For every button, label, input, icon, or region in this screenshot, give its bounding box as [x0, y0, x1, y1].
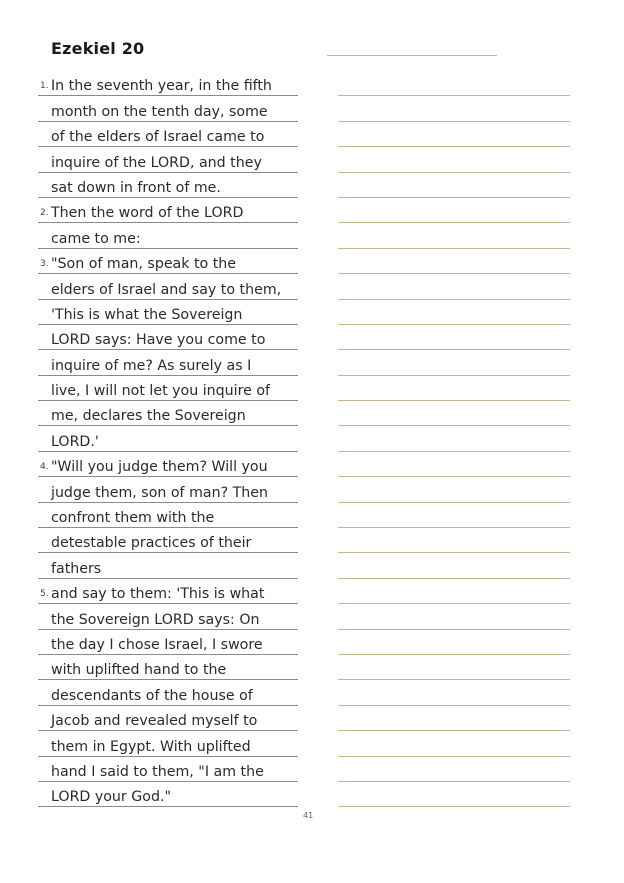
verse-text: Jacob and revealed myself to — [51, 713, 258, 730]
verse-text: Then the word of the LORD — [51, 205, 244, 222]
verse-line — [38, 173, 298, 198]
verse-number: 5. — [40, 589, 49, 600]
verse-text: elders of Israel and say to them, — [51, 281, 282, 298]
page-title: Ezekiel 20 — [51, 39, 145, 58]
verse-line — [38, 579, 298, 604]
verse-text: the day I chose Israel, I swore — [51, 636, 263, 653]
verse-text: detestable practices of their — [51, 535, 252, 552]
verse-text: of the elders of Israel came to — [51, 129, 265, 146]
verse-text: hand I said to them, "I am the — [51, 763, 264, 780]
verse-line — [38, 503, 298, 528]
verse-line — [38, 274, 298, 299]
writing-line — [338, 579, 570, 604]
verse-text: and say to them: 'This is what — [51, 586, 265, 603]
writing-line — [338, 198, 570, 223]
writing-line — [338, 96, 570, 121]
verse-line — [38, 655, 298, 680]
verse-line — [38, 96, 298, 121]
writing-line — [338, 706, 570, 731]
writing-line — [338, 147, 570, 172]
verse-text: 'This is what the Sovereign — [51, 306, 243, 323]
writing-line — [338, 300, 570, 325]
writing-line — [338, 731, 570, 756]
verse-text: In the seventh year, in the fifth — [51, 78, 272, 95]
verse-number: 1. — [40, 81, 49, 92]
verse-text: LORD says: Have you come to — [51, 332, 266, 349]
verse-number: 3. — [40, 259, 49, 270]
verse-line — [38, 401, 298, 426]
verse-line — [38, 223, 298, 248]
verse-line — [38, 147, 298, 172]
verse-text: inquire of me? As surely as I — [51, 357, 252, 374]
writing-line — [338, 122, 570, 147]
verse-line — [38, 553, 298, 578]
verse-text: LORD your God." — [51, 789, 171, 806]
verse-line — [38, 376, 298, 401]
writing-line — [338, 655, 570, 680]
verse-line — [38, 249, 298, 274]
verse-line — [38, 630, 298, 655]
verse-line — [38, 452, 298, 477]
writing-line — [338, 350, 570, 375]
verse-line — [38, 706, 298, 731]
writing-line — [338, 274, 570, 299]
verse-line — [38, 71, 298, 96]
writing-line — [338, 503, 570, 528]
writing-line — [338, 173, 570, 198]
verse-text: LORD.' — [51, 433, 99, 450]
scripture-text-column — [38, 71, 298, 807]
verse-line — [38, 782, 298, 807]
writing-line — [338, 680, 570, 705]
verse-text: month on the tenth day, some — [51, 103, 268, 120]
verse-line — [38, 477, 298, 502]
verse-text: "Son of man, speak to the — [51, 256, 237, 273]
verse-text: them in Egypt. With uplifted — [51, 738, 251, 755]
verse-text: the Sovereign LORD says: On — [51, 611, 260, 628]
verse-line — [38, 757, 298, 782]
verse-line — [38, 528, 298, 553]
verse-number: 2. — [40, 208, 49, 219]
verse-text: came to me: — [51, 230, 141, 247]
verse-line — [38, 731, 298, 756]
writing-line — [338, 223, 570, 248]
writing-line — [338, 426, 570, 451]
verse-line — [38, 300, 298, 325]
name-writing-line — [327, 55, 497, 56]
verse-text: descendants of the house of — [51, 687, 253, 704]
writing-line — [338, 477, 570, 502]
verse-text: sat down in front of me. — [51, 179, 221, 196]
verse-line — [38, 604, 298, 629]
writing-line — [338, 401, 570, 426]
verse-text: me, declares the Sovereign — [51, 408, 246, 425]
verse-text: with uplifted hand to the — [51, 662, 227, 679]
writing-line — [338, 528, 570, 553]
verse-text: live, I will not let you inquire of — [51, 383, 271, 400]
verse-text: judge them, son of man? Then — [51, 484, 268, 501]
writing-line — [338, 757, 570, 782]
verse-line — [38, 122, 298, 147]
writing-line — [338, 604, 570, 629]
verse-text: confront them with the — [51, 510, 215, 527]
copy-writing-column — [338, 71, 570, 807]
writing-line — [338, 630, 570, 655]
writing-line — [338, 452, 570, 477]
verse-line — [38, 426, 298, 451]
writing-line — [338, 71, 570, 96]
writing-line — [338, 249, 570, 274]
writing-line — [338, 325, 570, 350]
verse-text: fathers — [51, 560, 102, 577]
verse-line — [38, 198, 298, 223]
verse-line — [38, 680, 298, 705]
verse-line — [38, 325, 298, 350]
writing-line — [338, 553, 570, 578]
writing-line — [338, 376, 570, 401]
verse-text: inquire of the LORD, and they — [51, 154, 262, 171]
page-number: 41 — [303, 811, 314, 820]
writing-line — [338, 782, 570, 807]
verse-text: "Will you judge them? Will you — [51, 459, 268, 476]
verse-number: 4. — [40, 462, 49, 473]
verse-line — [38, 350, 298, 375]
